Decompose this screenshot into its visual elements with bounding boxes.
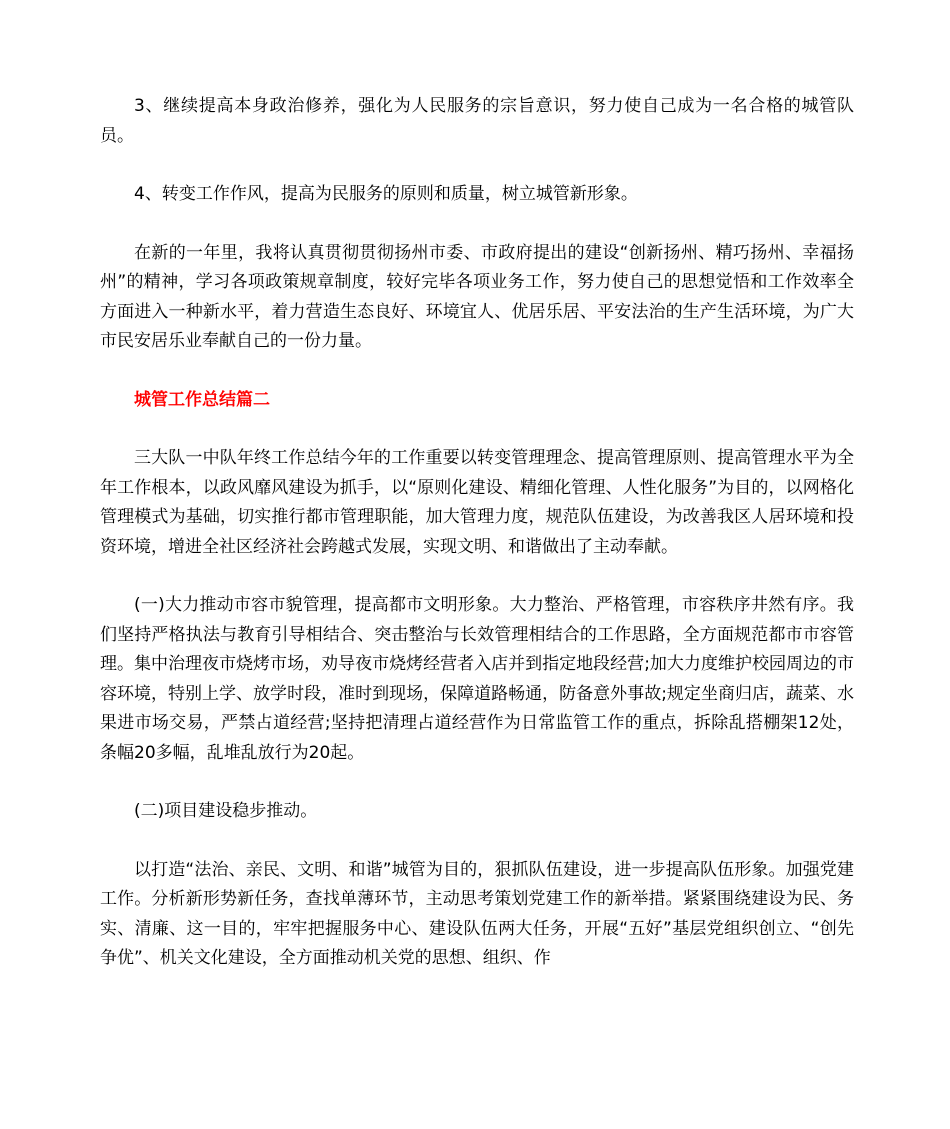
paragraph-section-1: (一)大力推动市容市貌管理，提高都市文明形象。大力整治、严格管理，市容秩序井然有序。我们坚持严格执法与教育引导相结合、突击整治与长效管理相结合的工作思路，全方面规范都市市容管理。集中治理夜市烧烤市场，劝导夜市烧烤经营者入店并到指定地段经营;加大力度维护校园周边的市容环境，特别上学、放学时段，准时到现场，保障道路畅通，防备意外事故;规定坐商归店，蔬菜、水果进市场交易，严禁占道经营;坚持把清理占道经营作为日常监管工作的重点，拆除乱搭棚架12处，条幅20多幅，乱堆乱放行为20起。 xyxy=(100,595,854,763)
paragraph-team-building: 以打造“法治、亲民、文明、和谐”城管为目的，狠抓队伍建设，进一步提高队伍形象。加强党建工作。分析新形势新任务，查找单薄环节，主动思考策划党建工作的新举措。紧紧围绕建设为民、务实、清廉、这一目的，牢牢把握服务中心、建设队伍两大任务，开展“五好”基层党组织创立、“创先争优”、机关文化建设，全方面推动机关党的思想、组织、作 xyxy=(100,859,854,968)
document-body xyxy=(100,92,854,974)
paragraph-new-year: 在新的一年里，我将认真贯彻贯彻扬州市委、市政府提出的建设“创新扬州、精巧扬州、幸福扬州”的精神，学习各项政策规章制度，较好完毕各项业务工作，努力使自己的思想觉悟和工作效率全方面进入一种新水平，着力营造生态良好、环境宜人、优居乐居、平安法治的生产生活环境，为广大市民安居乐业奉献自己的一份力量。 xyxy=(100,242,854,351)
paragraph-summary-intro: 三大队一中队年终工作总结今年的工作重要以转变管理理念、提高管理原则、提高管理水平为全年工作根本，以政风靡风建设为抓手，以“原则化建设、精细化管理、人性化服务”为目的，以网格化管理模式为基础，切实推行都市管理职能，加大管理力度，规范队伍建设，为改善我区人居环境和投资环境，增进全社区经济社会跨越式发展，实现文明、和谐做出了主动奉献。 xyxy=(100,448,854,557)
paragraph-item-4: 4、转变工作作风，提高为民服务的原则和质量，树立城管新形象。 xyxy=(134,184,638,204)
paragraph-item-3: 3、继续提高本身政治修养，强化为人民服务的宗旨意识，努力使自己成为一名合格的城管队员。 xyxy=(100,96,854,146)
paragraph-section-2-title: (二)项目建设稳步推动。 xyxy=(134,801,318,821)
section-heading: 城管工作总结篇二 xyxy=(134,389,270,410)
